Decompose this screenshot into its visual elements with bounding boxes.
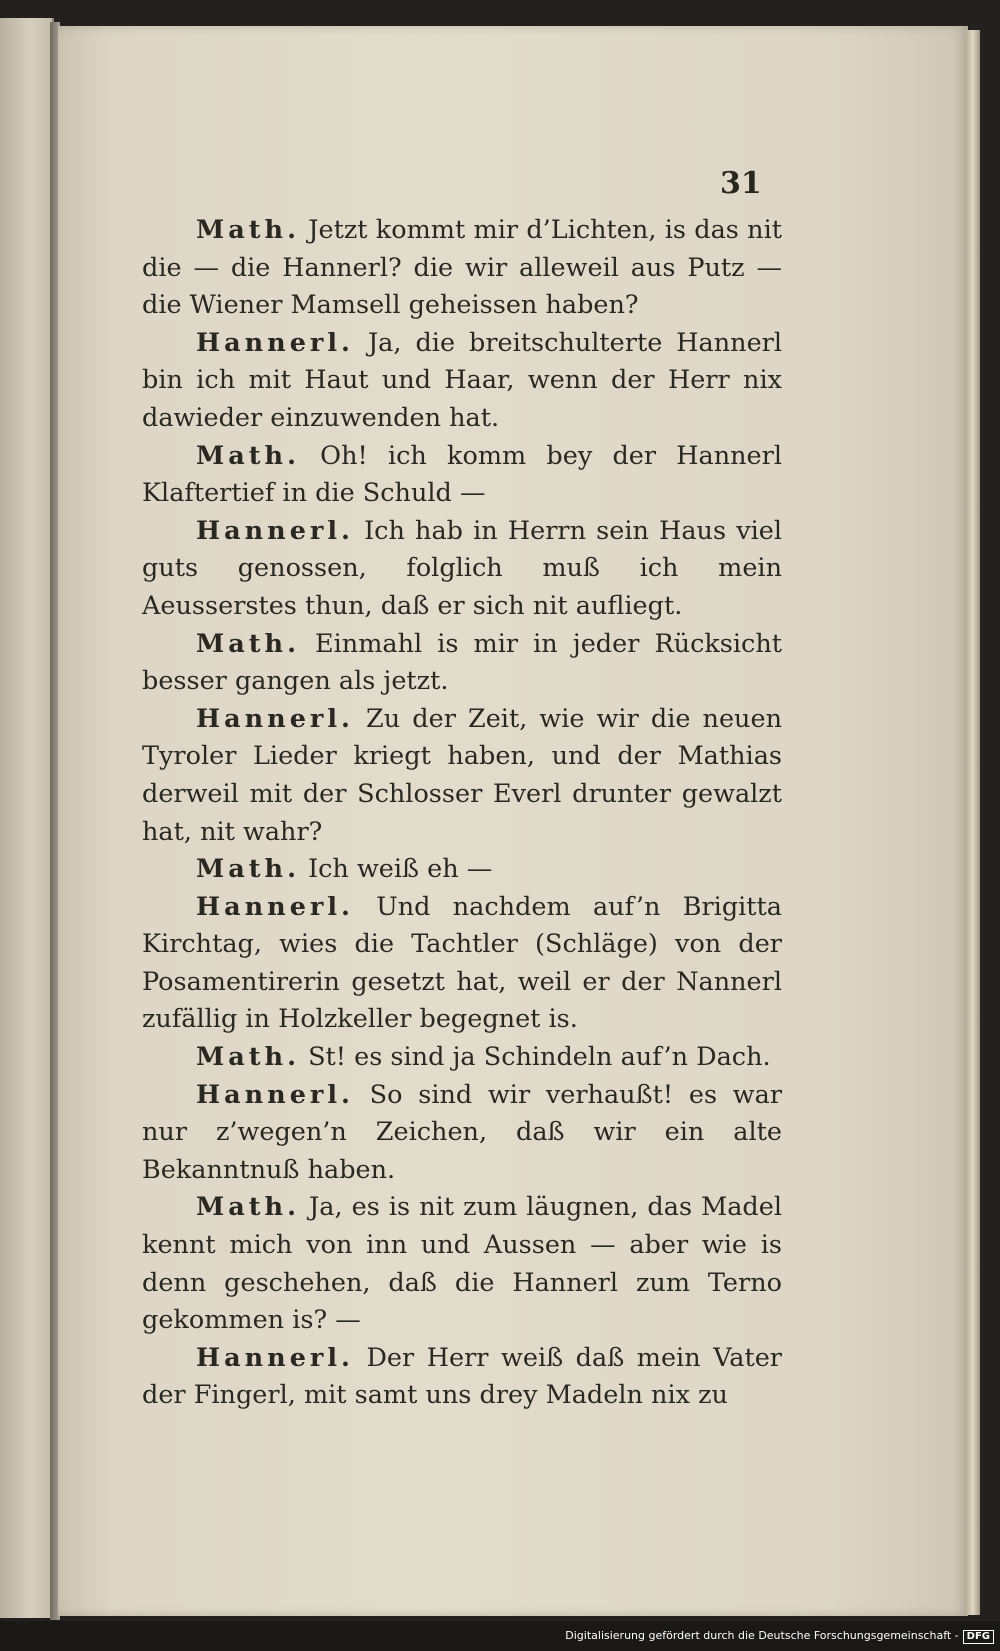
left-page-edge <box>0 18 54 1618</box>
speaker-name: Math. <box>196 215 300 245</box>
paragraph-text: Jetzt kommt mir d’Lichten, is das nit die — die Hannerl? die wir alleweil aus Putz — die Wiener Mamsell geheissen haben? <box>142 215 783 321</box>
paragraph-text: Der Herr weiß daß mein Vater der Fingerl, mit samt uns drey Madeln nix zu <box>142 1342 782 1411</box>
speaker-name: Hannerl. <box>196 1079 354 1110</box>
paragraph-text: Zu der Zeit, wie wir die neuen Tyroler Lieder kriegt haben, und der Mathias derweil mit der Schlosser Everl drunter gewalzt hat, nit wahr? <box>142 703 782 847</box>
paragraph <box>142 1189 782 1339</box>
speaker-name: Math. <box>196 854 300 885</box>
paragraph <box>142 1077 782 1190</box>
paragraph-text: Ich weiß eh — <box>308 854 493 885</box>
paragraph <box>142 851 782 889</box>
paragraph <box>142 513 782 626</box>
paragraph-text: St! es sind ja Schindeln auf’n Dach. <box>308 1042 771 1073</box>
dfg-logo: DFG <box>963 1630 994 1644</box>
speaker-name: Math. <box>196 1192 300 1223</box>
speaker-name: Hannerl. <box>196 1342 354 1373</box>
paragraph <box>142 626 782 701</box>
paragraph-text: Ja, die breitschulterte Hannerl bin ich mit Haut und Haar, wenn der Herr nix dawieder einzuwenden hat. <box>142 327 783 433</box>
page-text <box>142 212 782 1415</box>
speaker-name: Math. <box>196 628 300 659</box>
paragraph-text: Einmahl is mir in jeder Rücksicht besser gangen als jetzt. <box>142 628 783 697</box>
funding-credit <box>565 1629 994 1644</box>
speaker-name: Hannerl. <box>196 891 354 922</box>
speaker-name: Hannerl. <box>196 515 354 546</box>
credit-text: Digitalisierung gefördert durch die Deutsche Forschungsgemeinschaft - <box>565 1629 959 1642</box>
paragraph <box>142 889 782 1039</box>
speaker-name: Hannerl. <box>196 703 354 734</box>
paragraph <box>142 325 782 438</box>
paragraph <box>142 701 782 851</box>
paragraph-text: Ich hab in Herrn sein Haus viel guts genossen, folglich muß ich mein Aeusserstes thun, daß er sich nit aufliegt. <box>142 515 782 621</box>
page-number: 31 <box>720 166 762 201</box>
paragraph <box>142 212 782 325</box>
paragraph-text: Und nachdem auf’n Brigitta Kirchtag, wies die Tachtler (Schläge) von der Posamentirerin gesetzt hat, weil er der Nannerl zufällig in Holzkeller begegnet is. <box>142 891 782 1035</box>
paragraph <box>142 438 782 513</box>
paragraph-text: Ja, es is nit zum läugnen, das Madel kennt mich von inn und Aussen — aber wie is denn geschehen, daß die Hannerl zum Terno gekommen is? — <box>142 1192 782 1336</box>
paragraph-text: Oh! ich komm bey der Hannerl Klaftertief in die Schuld — <box>142 440 782 509</box>
paragraph <box>142 1039 782 1077</box>
speaker-name: Math. <box>196 1042 300 1073</box>
footer-bar <box>0 1621 1000 1651</box>
paragraph <box>142 1340 782 1415</box>
speaker-name: Hannerl. <box>196 327 354 358</box>
paragraph-text: So sind wir verhaußt! es war nur z’wegen’n Zeichen, daß wir ein alte Bekanntnuß haben. <box>142 1079 783 1185</box>
speaker-name: Math. <box>196 440 300 471</box>
page-stack-edge <box>966 30 980 1615</box>
